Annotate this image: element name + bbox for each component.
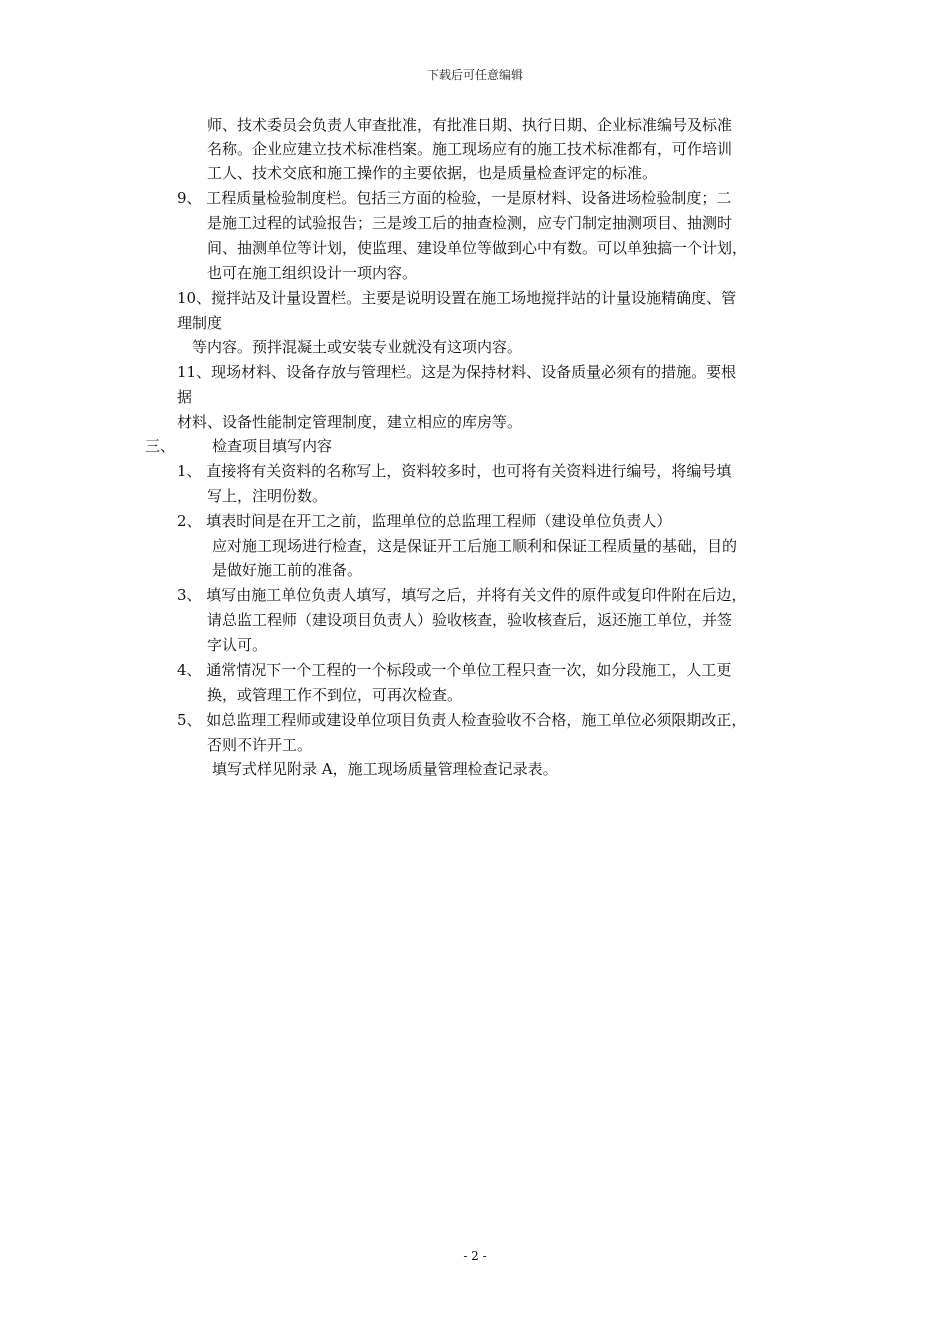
body-line: 师、技术委员会负责人审查批准，有批准日期、执行日期、企业标准编号及标准 [207, 116, 733, 134]
body-line: 据 [177, 388, 193, 406]
body-line: 是施工过程的试验报告；三是竣工后的抽查检测，应专门制定抽测项目、抽测时 [207, 214, 733, 232]
body-line: 工人、技术交底和施工操作的主要依据，也是质量检查评定的标准。 [207, 164, 658, 182]
body-line: 11、现场材料、设备存放与管理栏。这是为保持材料、设备质量必须有的措施。要根 [177, 363, 737, 381]
body-line: 填写式样见附录 A，施工现场质量管理检查记录表。 [212, 760, 558, 778]
body-line: 是做好施工前的准备。 [212, 561, 363, 579]
section-number: 三、 [145, 437, 176, 455]
body-line: 换，或管理工作不到位，可再次检查。 [207, 686, 463, 704]
body-line: 10、搅拌站及计量设置栏。主要是说明设置在施工场地搅拌站的计量设施精确度、管 [177, 289, 737, 307]
page-header: 下载后可任意编辑 [426, 68, 523, 82]
body-line: 2、 填表时间是在开工之前，监理单位的总监理工程师（建设单位负责人） [177, 512, 672, 530]
body-line: 字认可。 [207, 636, 268, 654]
body-line: 4、 通常情况下一个工程的一个标段或一个单位工程只查一次，如分段施工，人工更 [177, 661, 732, 679]
body-line: 3、 填写由施工单位负责人填写，填写之后，并将有关文件的原件或复印件附在后边， [177, 586, 747, 604]
body-line: 写上，注明份数。 [207, 487, 328, 505]
body-line: 否则不许开工。 [207, 736, 313, 754]
section-title: 检查项目填写内容 [212, 437, 333, 455]
body-line: 等内容。预拌混凝土或安装专业就没有这项内容。 [192, 338, 523, 356]
body-line: 也可在施工组织设计一项内容。 [207, 264, 418, 282]
body-line: 名称。企业应建立技术标准档案。施工现场应有的施工技术标准都有，可作培训 [207, 140, 733, 158]
body-line: 应对施工现场进行检查，这是保证开工后施工顺利和保证工程质量的基础，目的 [212, 537, 738, 555]
body-line: 间、抽测单位等计划，使监理、建设单位等做到心中有数。可以单独搞一个计划， [207, 239, 748, 257]
body-line: 理制度 [177, 314, 223, 332]
body-line: 5、 如总监理工程师或建设单位项目负责人检查验收不合格，施工单位必须限期改正， [177, 711, 747, 729]
body-line: 请总监工程师（建设项目负责人）验收核查，验收核查后，返还施工单位，并签 [207, 611, 733, 629]
body-line: 9、 工程质量检验制度栏。包括三方面的检验，一是原材料、设备进场检验制度；二 [177, 189, 732, 207]
body-line: 材料、设备性能制定管理制度，建立相应的库房等。 [177, 413, 523, 431]
body-line: 1、 直接将有关资料的名称写上，资料较多时，也可将有关资料进行编号，将编号填 [177, 462, 732, 480]
page-number: - 2 - [463, 1249, 487, 1263]
